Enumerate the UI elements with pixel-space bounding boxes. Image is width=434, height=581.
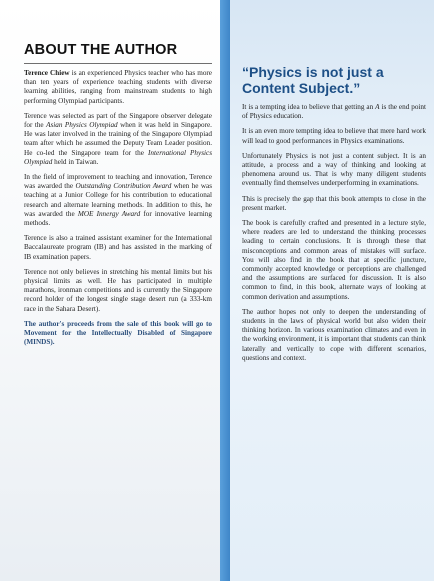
desc-paragraph-4: This is precisely the gap that this book attempts to close in the present market. — [242, 194, 426, 212]
heading-rule — [24, 63, 212, 64]
desc-paragraph-5: The book is carefully crafted and presented in a lecture style, where readers are led to understand the thinking processes leading to certain conclusions. It is through these that misconceptions and common areas of mistakes will surface. You will also find in the book that at specific juncture, commonly accepted knowledge or perceptions are challenged and the assumptions are surfaced for discussion. It is also common to find, in this book, alternate ways of looking at common derivation and assumptions. — [242, 219, 426, 301]
bio-paragraph-1 — [24, 69, 212, 106]
bio-p2-em2: International Physics Olympiad — [24, 148, 212, 166]
desc-paragraph-2: It is an even more tempting idea to believe that mere hard work will lead to good performances in Physics examinations. — [242, 127, 426, 145]
desc-p1-a: It is a tempting idea to believe that getting an — [242, 103, 376, 111]
bio-p2-c: held in Taiwan. — [52, 157, 99, 166]
desc-paragraph-6: The author hopes not only to deepen the understanding of students in the laws of physical world but also widen their thinking horizon. In various examination climates and even in the working environment, it is important that students can think laterally and vertically to cope with different scenarios, questions and context. — [242, 307, 426, 362]
desc-p1-em: A — [375, 103, 380, 111]
bio-p2-a: Terence was selected as part of the Singapore observer delegate for the — [24, 111, 212, 130]
about-author-heading: ABOUT THE AUTHOR — [24, 42, 178, 58]
bio-paragraph-3 — [24, 173, 212, 228]
book-description — [242, 103, 426, 369]
bio-p2-b: when it was held in Singapore. He was later involved in the training of the Singapore Olympiad team after which he assumed the Deputy Team Leader position. He co-led the Singapore team for the — [24, 121, 212, 157]
bio-p3-a: In the field of improvement to teaching and innovation, Terence was awarded the — [24, 173, 212, 191]
author-bio — [24, 69, 212, 353]
bio-p3-em2: MOE Innergy Award — [77, 209, 141, 218]
bio-p3-em1: Outstanding Contribution Award — [75, 182, 172, 191]
bio-p3-b: when he was teaching at a Junior College for his contribution to educational research and alternate learning methods. In addition to this, he was awarded the — [24, 182, 213, 218]
desc-paragraph-3: Unfortunately Physics is not just a content subject. It is an attitude, a process and a way of thinking and looking at phenomena around us. That is why many diligent students eventually find themselves underperforming in examinations. — [242, 151, 426, 188]
bio-paragraph-4: Terence is also a trained assistant examiner for the International Baccalaureate program (IB) and has assisted in the marking of IB examination papers. — [24, 234, 212, 261]
blue-divider-stripe — [220, 0, 230, 581]
desc-paragraph-1 — [242, 103, 426, 121]
author-name: Terence Chiew — [24, 69, 70, 77]
bio-p1-text: is an experienced Physics teacher who has more than ten years of experience teaching students with diverse learning abilities, ranging from mainstream students to high performing Olympiad participants. — [24, 69, 212, 105]
bio-paragraph-2 — [24, 112, 212, 167]
bio-p2-em1: Asian Physics Olympiad — [46, 121, 118, 130]
bio-p3-c: for innovative learning methods. — [24, 209, 212, 228]
quote-title: “Physics is not just a Content Subject.” — [242, 64, 384, 96]
bio-paragraph-5: Terence not only believes in stretching his mental limits but his physical limits as well. He has participated in multiple marathons, ironman competitions and is currently the Singapore record holder of the longest single stage desert run (a 333-km race in the Sahara Desert). — [24, 267, 212, 313]
desc-p1-b: is the end point of Physics education. — [242, 103, 427, 121]
proceeds-note: The author's proceeds from the sale of this book will go to Movement for the Intellectually Disabled of Singapore (MINDS). — [24, 319, 212, 347]
